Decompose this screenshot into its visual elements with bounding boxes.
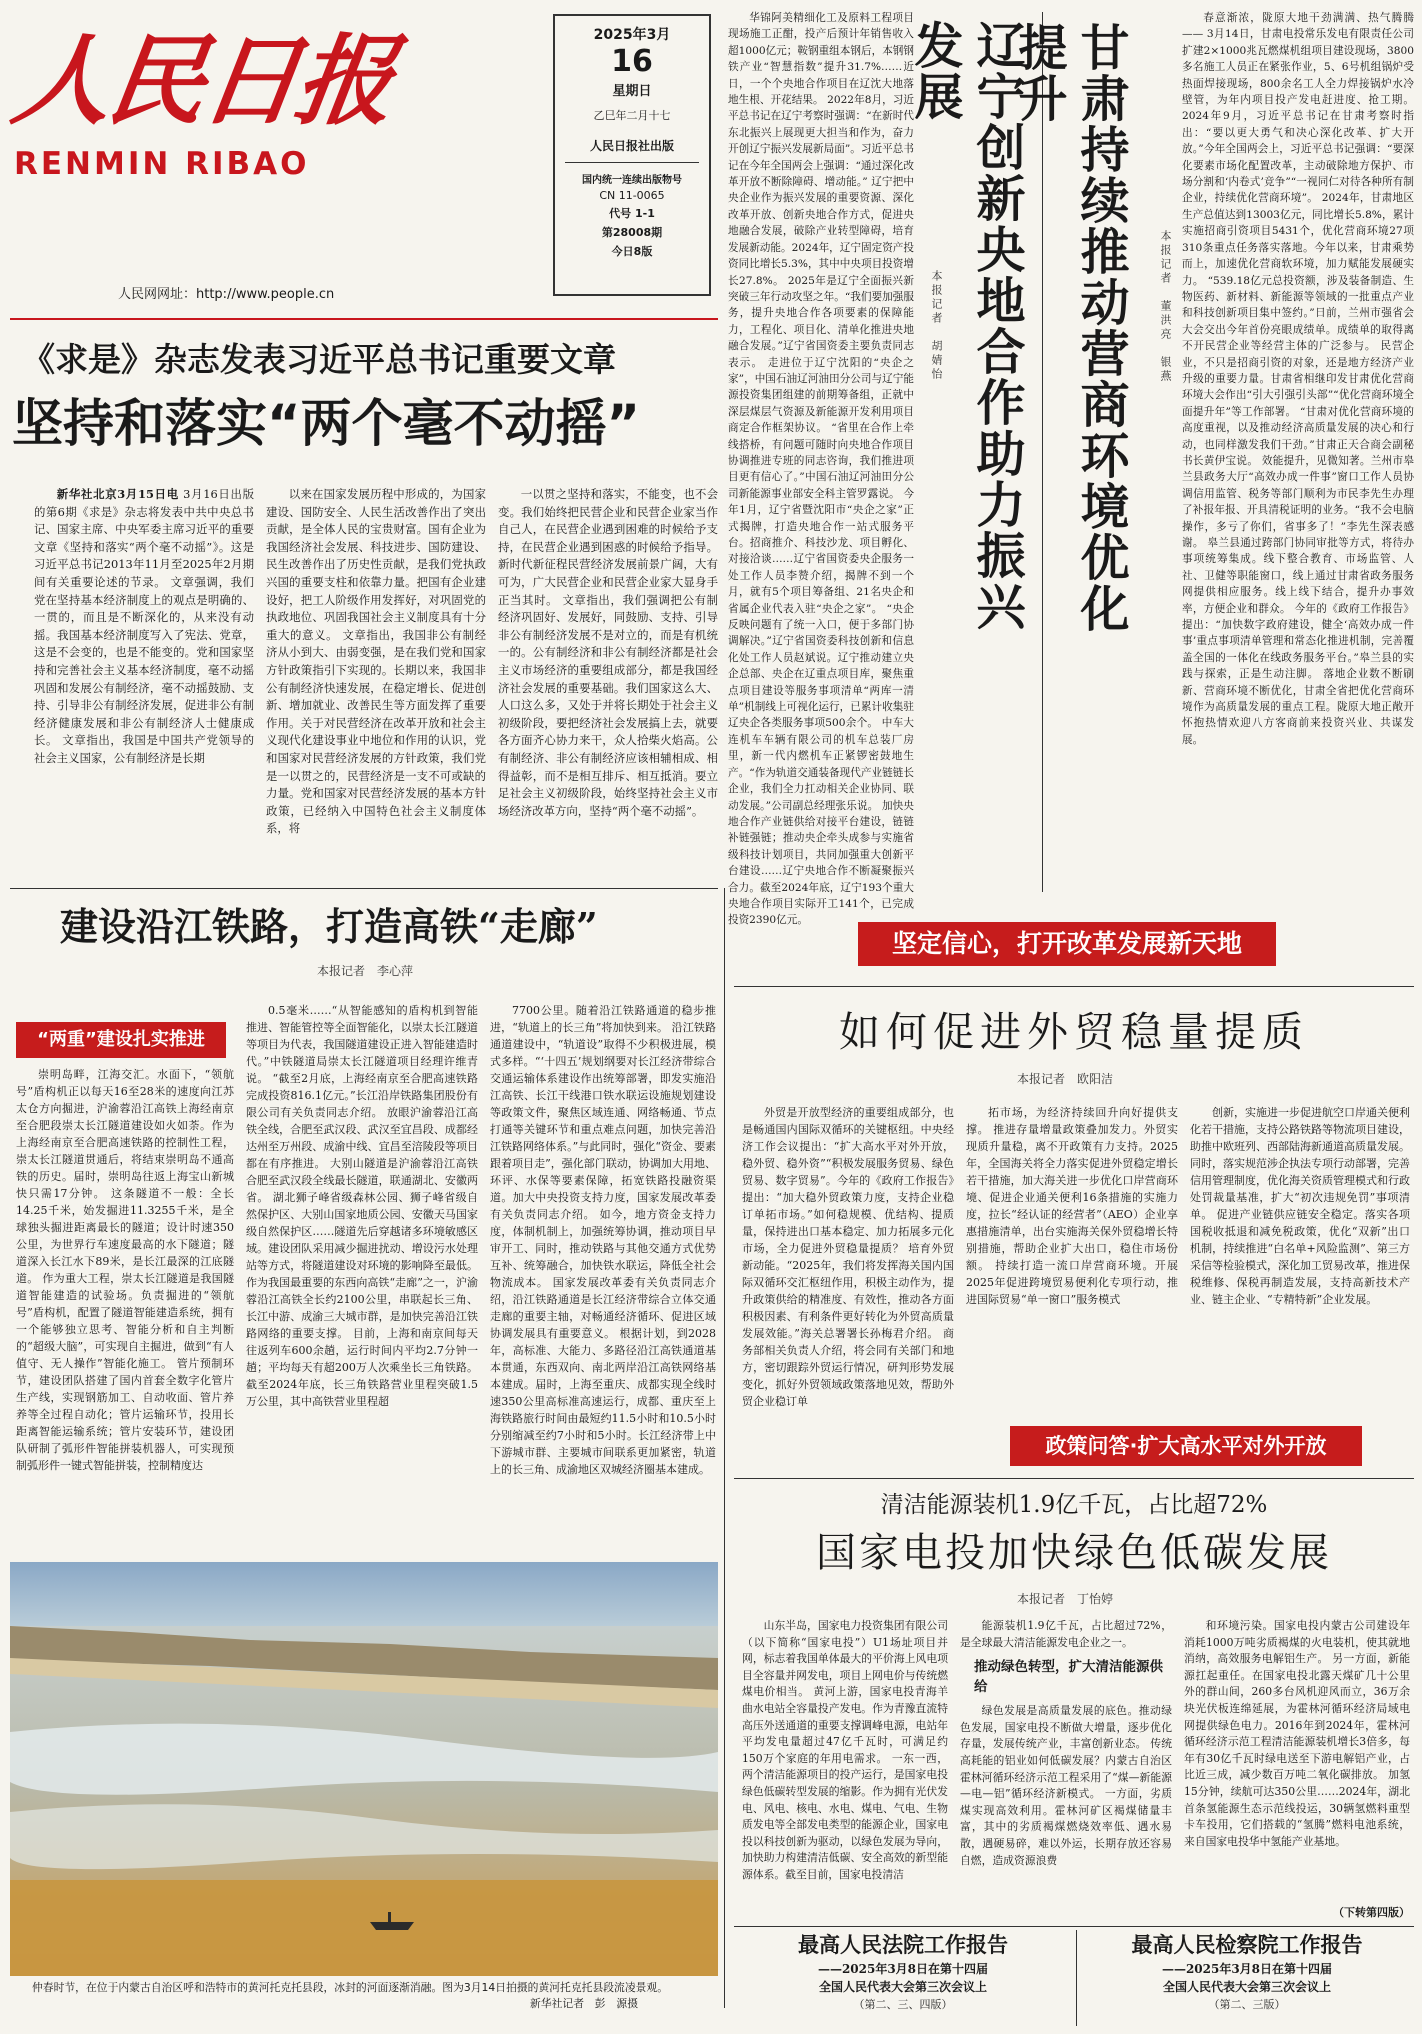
- trade-qa-banner: 政策问答·扩大高水平对外开放: [1010, 1426, 1362, 1466]
- procuratorate-report-pages: （第二、三版）: [1208, 1998, 1286, 2011]
- gansu-body: 春意渐浓，陇原大地干劲满满、热气腾腾—— 3月14日，甘肃电投常乐发电有限责任公司扩建2×1000兆瓦燃煤机组项目建设现场，3800多名施工人员正在紧张作业，5、6号机组锅炉受热面焊接现场，800余名工人全力焊接锅炉水冷壁管，为年内项目投产发电赶进度、抢工期。 2024年9月，习近平总书记在甘肃考察时指出：“要以更大勇气和决心深化改革、扩大开放。”今年全国两会上，习近平总书记强调：“要深化要素市场化配置改革，主动破除地方保护、市场分割和‘内卷式’竞争”“一视同仁对待各种所有制企业，持续优化营商环境”。 2024年，甘肃地区生产总值达到13003亿元，同比增长5.8%，累计实施招商引资项目5431个，优化营商环境27项310条重点任务落实落地。今年以来，甘肃乘势而上，加速优化营商软环境，加力赋能发展硬实力。 “539.18亿元总投资额，涉及装备制造、生物医药、新材料、新能源等领域的一批重点产业和科技创新项目集中签约。”日前，兰州市强省会大会交出今年首份亮眼成绩单。成绩单的取得离不开民营企业等经营主体的广泛参与。 民营企业，不只是招商引资的对象，还是地方经济产业升级的重要力量。甘肃省相继印发甘肃优化营商环境大会作出“引大引强引头部”“优化营商环境全面提升年”等工作部署。 “甘肃对优化营商环境的高度重视，以及推动经济高质量发展的决心和行动，也同样激发我们干劲。”甘肃正天合商会副秘书长黄伊宝说。 效能提升，见微知著。兰州市皋兰县政务大厅“高效办成一件事”窗口工作人员协调信用监管、税务等部门顺利为市民李先生办理了补报年报、开具清税证明的业务。“我不会电脑操作，多亏了你们，省事多了！”李先生深表感谢。 皋兰县通过跨部门协同审批等方式，将待办事项统筹集成。线下整合教育、市场监管、人社、卫健等职能窗口，线上通过甘肃省政务服务网提供相应服务。线上线下结合，提升办事效率，方便企业和群众。 今年的《政府工作报告》提出：“加快数字政府建设，健全‘高效办成一件事’重点事项清单管理和常态化推进机制，完善覆盖全国的一体化在线政务服务平台。”皋兰县的实践与探索，正是生动注脚。 落地企业数不断刷新、营商环境不断优化，甘肃全省把优化营商环境作为高质量发展的重点工程。陇原大地正敞开怀抱热情欢迎八方客商前来投资兴业、共谋发展。: [1182, 12, 1414, 746]
- river-photo: [10, 1562, 718, 1976]
- court-report-subtitle-2: 全国人民代表大会第三次会议上: [818, 1980, 987, 1994]
- website-line[interactable]: 人民网网址：http://www.people.cn: [118, 287, 335, 302]
- photo-credit: 新华社记者 彭 源摄: [530, 1997, 638, 2010]
- date-issue: 第28008期: [601, 226, 663, 239]
- lead-headline: 坚持和落实“两个毫不动摇”: [12, 395, 641, 454]
- energy-col-1: 山东半岛，国家电力投资集团有限公司（以下简称“国家电投”）U1场址项目并网，标志着我国单体最大的平价海上风电项目全容量并网发电，项目上网电价与传统燃煤电价相当。 黄河上游，国家电投青海羊曲水电站全容量投产发电。作为青豫直流特高压外送通道的重要支撑调峰电源，电站年平均发电量超过47亿千瓦时，可满足约150万个家庭的年用电需求。 一东一西，两个清洁能源项目的投产运行，是国家电投绿色低碳转型发展的缩影。作为拥有光伏发电、风电、核电、水电、煤电、气电、生物质发电等全部发电类型的能源企业，国家电投以科技创新为驱动，以绿色发展为导向，加快助力构建清洁低碳、安全高效的新型能源体系。截至目前，国家电投清洁: [742, 1619, 948, 1881]
- date-serial-label: 国内统一连续出版物号: [582, 175, 682, 186]
- railway-byline: 本报记者 李心萍: [316, 964, 413, 978]
- date-day: 16: [611, 44, 653, 79]
- date-cn: CN 11-0065: [599, 189, 665, 202]
- railway-col-2: 0.5毫米……“从智能感知的盾构机到智能推进、智能管控等全面智能化，以崇太长江隧道等项目为代表，我国隧道建设正进入智能建造时代。”中铁隧道局崇太长江隧道项目经理许维青说。 “截至2月底，上海经南京至合肥高速铁路完成投资816.1亿元。”长江沿岸铁路集团股份有限公司有关负责同志介绍。 放眼沪渝蓉沿江高铁全线，合肥至武汉段、武汉至宜昌段、成都经达州至万州段、成渝中线、宜昌至涪陵段等项目都在有序推进。 大别山隧道是沪渝蓉沿江高铁合肥至武汉段全线最长隧道，联通湖北、安徽两省。 湖北狮子峰省级森林公园、狮子峰省级自然保护区、大别山国家地质公园、安徽天马国家级自然保护区……隧道先后穿越诸多环境敏感区域。建设团队采用减少掘进扰动、增设污水处理站等方式，将隧道建设对环境的影响降至最低。 作为我国最重要的东西向高铁“走廊”之一，沪渝蓉沿江高铁全长约2100公里，串联起长三角、长江中游、成渝三大城市群，是加快完善沿江铁路网络的重要支撑。 目前，上海和南京间每天往返列车600余趟，运行时间内平均2.7分钟一趟；平均每天有超200万人次乘坐长三角铁路。截至2024年底，长三角铁路营业里程突破1.5万公里，其中高铁营业里程超: [246, 1004, 478, 1408]
- reform-banner: 坚定信心，打开改革发展新天地: [858, 922, 1276, 966]
- energy-col-2-text: 绿色发展是高质量发展的底色。推动绿色发展，国家电投不断做大增量，逐步优化存量，发展传统产业，丰富创新业态。 传统高耗能的铝业如何低碳发展？内蒙古自治区霍林河循环经济示范工程采用了“煤—新能源—电—铝”循环经济新模式。 一方面，劣质煤实现高效利用。霍林河矿区褐煤储量丰富，其中的劣质褐煤燃烧效率低、遇水易散，遇硬易碎，难以外运，长期存放还容易自燃，造成资源浪费: [960, 1704, 1172, 1867]
- lead-col-1-text: 3月16日出版的第6期《求是》杂志将发表中共中央总书记、国家主席、中央军委主席习近平的重要文章《坚持和落实“两个毫不动摇”》。这是习近平总书记2013年11月至2025年2月期间有关重要论述的节录。 文章强调，我们党在坚持基本经济制度上的观点是明确的、一贯的，而且是不断深化的，从来没有动摇。我国基本经济制度写入了宪法、党章，这是不会变的，也是不能变的。党和国家坚持和完善社会主义基本经济制度，毫不动摇巩固和发展公有制经济，毫不动摇鼓励、支持、引导非公有制经济发展，促进非公有制经济健康发展和非公有制经济人士健康成长。 文章指出，我国是中国共产党领导的社会主义国家，公有制经济是长期: [34, 487, 255, 765]
- procuratorate-report[interactable]: [1082, 1930, 1412, 2026]
- date-publisher: 人民日报社出版: [589, 139, 674, 153]
- energy-subhead: 清洁能源装机1.9亿千瓦，占比超72%: [880, 1492, 1268, 1518]
- gansu-byline: 本报记者 董洪亮 银燕: [1159, 230, 1172, 384]
- masthead-logo: [5, 22, 414, 202]
- photo-caption-text: 仲春时节，在位于内蒙古自治区呼和浩特市的黄河托克托县段，冰封的河面逐渐消融。图为3月14日拍摄的黄河托克托县段流凌景观。: [32, 1981, 669, 1994]
- court-report-subtitle: ——2025年3月8日在第十四届: [817, 1962, 989, 1976]
- gansu-headline: 甘肃持续推动营商环境优化提升: [1011, 22, 1130, 634]
- railway-tag: “两重”建设扎实推进: [16, 1022, 226, 1058]
- liaoning-byline: 本报记者 胡婧怡: [930, 270, 943, 382]
- energy-col-2-subhead: 推动绿色转型，扩大清洁能源供给: [974, 1659, 1163, 1696]
- lead-kicker: 《求是》杂志发表习近平总书记重要文章: [22, 340, 616, 379]
- energy-col-3: 和环境污染。国家电投内蒙古公司建设年消耗1000万吨劣质褐煤的火电装机，使其就地消纳，高效服务电解铝生产。 另一方面，新能源扛起重任。在国家电投北露天煤矿几十公里外的群山间，260多台风机迎风而立，36万余块光伏板连绵延展，为霍林河循环经济局域电网提供绿色电力。2016年到2024年，霍林河循环经济示范工程清洁能源装机增长3倍多，每年有30亿千瓦时绿电送至下游电解铝产业，占比近三成，减少数百万吨二氧化碳排放。 加氢15分钟，续航可达350公里……2024年，湖北首条氢能源生态示范线投运，30辆氢燃料重型卡车投用，它们搭载的“氢腾”燃料电池系统，来自国家电投华中氢能产业基地。: [1184, 1619, 1410, 1848]
- date-year-month: 2025年3月: [593, 27, 671, 43]
- energy-col-2: [960, 1618, 1172, 1920]
- photo-caption: [32, 1980, 718, 2026]
- liaoning-headline: 辽宁创新央地合作助力振兴发展: [907, 20, 1026, 632]
- lead-col-2: 以来在国家发展历程中形成的，为国家建设、国防安全、人民生活改善作出了突出贡献，是全体人民的宝贵财富。国有企业为我国经济社会发展、科技进步、国防建设、民生改善作出了历史性贡献，是我们党执政兴国的重要支柱和依靠力量。把国有企业建设好，把工人阶级作用发挥好，对巩固党的执政地位、巩固我国社会主义制度具有十分重大的意义。 文章指出，我国非公有制经济从小到大、由弱变强，是在我们党和国家方针政策指引下实现的。长期以来，我国非公有制经济快速发展，在稳定增长、促进创新、增加就业、改善民生等方面发挥了重要作用。关于对民营经济在改革开放和社会主义现代化建设事业中地位和作用的认识，党和国家对民营经济发展的方针政策，我们党是一以贯之的，民营经济是一支不可或缺的力量。党和国家对民营经济发展的基本方针政策，已经纳入中国特色社会主义制度体系，将: [266, 487, 486, 836]
- energy-headline: 国家电投加快绿色低碳发展: [816, 1530, 1332, 1576]
- river-photo-image: [10, 1562, 718, 1976]
- date-code: 代号 1-1: [609, 207, 655, 220]
- trade-col-3: 创新，实施进一步促进航空口岸通关便利化若干措施，支持公路铁路等物流项目建设，助推中欧班列、西部陆海新通道高质量发展。同时，落实规范涉企执法专项行动部署，完善信用管理制度，优化海关资质管理模式和行政处罚裁量基准，扩大“初次违规免罚”事项清单。 促进产业链供应链安全稳定。落实各项国税收抵退和减免税政策，优化“双新”出口机制，持续推进“白名单+风险监测”、第三方采信等检验模式，深化加工贸易改革，推进保税维修、保税再制造发展，支持高新技术产业、链主企业、“专精特新”企业发展。: [1190, 1106, 1410, 1306]
- court-report[interactable]: [738, 1930, 1068, 2026]
- trade-col-2: 拓市场，为经济持续回升向好提供支撑。 推进存量增量政策叠加发力。外贸实现质升量稳，离不开政策有力支持。2025年，全国海关将全力落实促进外贸稳定增长若干措施，加大海关进一步优化口岸营商环境、促进企业通关便利16条措施的实施力度，拉长“经认证的经营者”（AEO）企业享惠措施清单，出台实施海关保外贸稳增长特别措施，帮助企业扩大出口，稳住市场份额。 持续打造一流口岸营商环境。开展2025年促进跨境贸易便利化专项行动，推进国际贸易“单一窗口”服务模式: [966, 1106, 1178, 1306]
- court-report-title: 最高人民法院工作报告: [798, 1932, 1008, 1957]
- date-pages: 今日8版: [611, 245, 653, 258]
- procuratorate-report-subtitle: ——2025年3月8日在第十四届: [1161, 1962, 1333, 1976]
- railway-headline: 建设沿江铁路，打造高铁“走廊”: [60, 904, 598, 949]
- energy-col-2-lead: 能源装机1.9亿千瓦，占比超过72%，是全球最大清洁能源发电企业之一。: [960, 1619, 1172, 1649]
- date-weekday: 星期日: [612, 84, 652, 99]
- masthead-pinyin: RENMIN RIBAO: [14, 146, 310, 182]
- railway-col-3: 7700公里。随着沿江铁路通道的稳步推进，“轨道上的长三角”将加快到来。 沿江铁路通道建设中，“轨道设”取得不少积极进展，模式多样。“‘十四五’规划纲要对长江经济带综合交通运输体系建设作出统筹部署，即发实施沿江高铁、长江干线港口铁水联运设施规划建设等政策文件，聚焦区域连通、网络畅通、节点打通等关键环节和重点难点问题，加快完善沿江铁路网络体系。”与此同时，强化“资金、要素跟着项目走”，强化部门联动，协调加大用地、环评、水保等要素保障，拓宽铁路投融资渠道。加大中央投资支持力度，国家发展改革委有关负责同志介绍。 如今，地方资金支持力度，体制机制上，加强统筹协调，推动项目早审开工、同时，推动铁路与其他交通方式优势互补、统筹融合，加快铁水联运，降低全社会物流成本。 国家发展改革委有关负责同志介绍，沿江铁路通道是长江经济带综合立体交通走廊的重要主轴，对畅通经济循环、促进区域协调发展具有重要意义。 根据计划，到2028年，高标准、大能力、多路径沿江高铁通道基本贯通，东西双向、南北两岸沿江高铁网络基本建成。届时，上海至重庆、成都实现全线时速350公里高标准高速运行，成都、重庆至上海铁路旅行时间由最短约11.5小时和10.5小时分别缩减至约7小时和5小时。长江经济带上中下游城市群、主要城市间联系更加紧密，轨道上的长三角、成渝地区双城经济圈基本建成。: [490, 1004, 716, 1476]
- masthead-title: 人民日报: [5, 24, 399, 139]
- trade-col-1: 外贸是开放型经济的重要组成部分，也是畅通国内国际双循环的关键枢纽。中央经济工作会议提出：“扩大高水平对外开放，稳外贸、稳外资”“积极发展服务贸易、绿色贸易、数字贸易”。今年的《政府工作报告》提出：“加大稳外贸政策力度，支持企业稳订单拓市场。”如何稳规模、优结构、提质量，保持进出口基本稳定、加力拓展多元化市场，全力促进外贸稳量提质？ 培育外贸新动能。“2025年，我们将发挥海关国内国际双循环交汇枢纽作用，积极主动作为，提升政策供给的精准度、有效性，推动各方面积极因素、有利条件更好转化为外贸高质量发展效能。”海关总署署长孙梅君介绍。 商务部相关负责人介绍，将会同有关部门和地方，密切跟踪外贸运行情况，研判形势发展变化，抓好外贸领域政策落地见效，帮助外贸企业稳订单: [742, 1106, 954, 1408]
- procuratorate-report-subtitle-2: 全国人民代表大会第三次会议上: [1162, 1980, 1331, 1994]
- energy-byline: 本报记者 丁怡婷: [1016, 1592, 1113, 1606]
- date-box: [553, 14, 711, 296]
- trade-byline: 本报记者 欧阳洁: [1016, 1072, 1113, 1086]
- lead-dateline: 新华社北京3月15日电: [56, 487, 179, 501]
- lead-col-1: [34, 486, 254, 876]
- court-report-pages: （第二、三、四版）: [853, 1998, 953, 2011]
- procuratorate-report-title: 最高人民检察院工作报告: [1131, 1932, 1363, 1957]
- date-lunar: 乙巳年二月十七: [593, 109, 671, 122]
- liaoning-body: 华锦阿美精细化工及原料工程项目现场施工正酣，投产后预计年销售收入超1000亿元；鞍钢重组本钢后，本钢钢铁产业“智慧指数”提升31.7%……近日，一个个央地合作项目在辽沈大地落地生根、开花结果。 2022年8月，习近平总书记在辽宁考察时强调：“在新时代东北振兴上展现更大担当和作为，奋力开创辽宁振兴发展新局面”。习近平总书记在今年全国两会上强调：“通过深化改革开放不断除障碍、增动能。” 辽宁把中央企业作为振兴发展的重要资源、深化改革开放、创新央地合作方式，促进央地融合发展，破除产业转型障碍，培育发展新动能。2024年，辽宁固定资产投资同比增长5.3%，其中中央项目投资增长27.8%。 2025年是辽宁全面振兴新突破三年行动攻坚之年。“我们要加强服务，提升央地合作各项要素的保障能力，工程化、项目化、清单化推进央地融合发展。”辽宁省国资委主要负责同志表示。 走进位于辽宁沈阳的“央企之家”，中国石油辽河油田分公司与辽宁能源投资集团组建的前期筹备组，正就中深层煤层气资源及新能源开发利用项目商定合作框架协议。 “省里在合作上牵线搭桥，有问题可随时向央地合作项目协调推进专班的同志咨询，我们推进项目更有信心了。”中国石油辽河油田分公司新能源事业部安全科主管罗露说。 今年1月，辽宁省暨沈阳市“央企之家”正式揭牌，打造央地合作一站式服务平台。招商推介、科技沙龙、项目孵化、对接洽谈……辽宁省国资委央企服务一处工作人员李赞介绍，揭牌不到一个月，就有5个项目筹备组、21名央企和省属企业代表入驻“央企之家”。 “央企反映问题有了统一入口，便于多部门协调解决。”辽宁省国资委科技创新和信息化处工作人员赵斌说。辽宁推动建立央企总部、央企在辽重点项目库，聚焦重点项目建设等服务事项清单“两库一清单”机制线上可视化运行，已累计收集驻辽央企各类服务事项500余个。 中车大连机车车辆有限公司的机车总装厂房里，新一代内燃机车正紧锣密鼓地生产。“作为轨道交通装备现代产业链链长企业，我们全力扛动相关企业协同、联动发展。”公司副总经理张乐说。 加快央地合作产业链供给对接平台建设，链链补链强链；推动央企牵头成参与实施省级科技计划项目，共同加强重大创新平台建设……辽宁央地合作不断凝聚振兴合力。截至2024年底，辽宁193个重大央地合作项目实际开工141个，已完成投资2390亿元。: [728, 12, 914, 927]
- railway-col-1: 崇明岛畔，江海交汇。水面下，“领航号”盾构机正以每天16至28米的速度向江苏太仓方向掘进，沪渝蓉沿江高铁上海经南京至合肥段崇太长江隧道建设如火如荼。作为上海经南京至合肥高速铁路的控制性工程，崇太长江隧道贯通后，将结束崇明岛不通高铁的历史。届时，崇明岛往返上海宝山新城快只需17分钟。 这条隧道不一般：全长14.25千米，始发掘进11.3255千米，是全球独头掘进距离最长的隧道；设计时速350公里，为世界行车速度最高的水下隧道；隧道深入长江水下89米，是长江最深的江底隧道。 作为重大工程，崇太长江隧道是我国隧道智能建造的试验场。负责掘进的“领航号”盾构机，配置了隧道智能建造系统，拥有一个能够独立思考、智能分析和自主判断的“超级大脑”，可实现自主掘进，做到“有人值守、无人操作”智能化施工。 管片预制环节，建设团队搭建了国内首套全数字化管片生产线，实现钢筋加工、自动收面、管片养养等全过程自动化；管片运输环节，投用长距离智能运输系统；管片安装环节，建设团队研制了弧形件智能拼装机器人，可实现预制弧形件一键式智能拼装，控制精度达: [16, 1068, 234, 1472]
- energy-continued[interactable]: （下转第四版）: [1333, 1906, 1410, 1919]
- lead-col-3: 一以贯之坚持和落实，不能变，也不会变。我们始终把民营企业和民营企业家当作自己人，在民营企业遇到困难的时候给予支持，在民营企业遇到困惑的时候给予指导。新时代新征程民营经济发展前景广阔，大有可为，广大民营企业和民营企业家大显身手正当其时。 文章指出，我们强调把公有制经济巩固好、发展好，同鼓励、支持、引导非公有制经济发展不是对立的，而是有机统一的。公有制经济和非公有制经济都是社会主义市场经济的重要组成部分，都是我国经济社会发展的重要基础。我们国家这么大、人口这么多，又处于并将长期处于社会主义初级阶段，要把经济社会发展搞上去，就要各方面齐心协力来干，众人拾柴火焰高。公有制经济、非公有制经济应该相辅相成、相得益彰，而不是相互排斥、相互抵消。要立足社会主义初级阶段，始终坚持社会主义市场经济改革方向，坚持“两个毫不动摇”。: [498, 487, 718, 818]
- trade-headline: 如何促进外贸稳量提质: [839, 1008, 1309, 1056]
